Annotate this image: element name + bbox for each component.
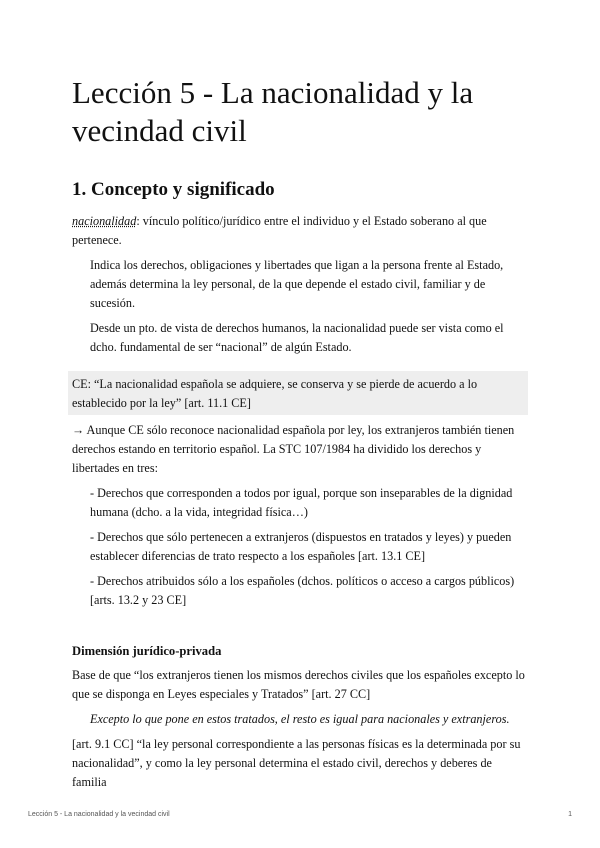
paragraph-treaties: Excepto lo que pone en estos tratados, el resto es igual para nacionales y extranjeros. (90, 712, 510, 726)
footer-title: Lección 5 - La nacionalidad y la vecindad civil (28, 811, 170, 818)
subsection-heading: Dimensión jurídico-privada (72, 644, 222, 658)
section-heading: 1. Concepto y significado (72, 179, 275, 200)
definition-paragraph (72, 212, 528, 250)
quote-text: CE: “La nacionalidad española se adquiere, se conserva y se pierde de acuerdo a lo establecido por la ley” [art. 11.1 CE] (72, 377, 478, 410)
paragraph-rights: Indica los derechos, obligaciones y libertades que ligan a la persona frente al Estado, además determina la ley personal, de la que depende el estado civil, familiar y de sucesión. (90, 258, 504, 310)
paragraph-foreigners: → Aunque CE sólo reconoce nacionalidad española por ley, los extranjeros también tienen derechos estando en territorio español. La STC 107/1984 ha dividido los derechos y libertades en tres: (72, 423, 515, 475)
constitution-quote (68, 371, 528, 415)
page-title: Lección 5 - La nacionalidad y la vecindad civil (72, 75, 474, 148)
page-number: 1 (568, 811, 572, 818)
definition-text: : vínculo político/jurídico entre el individuo y el Estado soberano al que pertenece. (72, 214, 487, 247)
list-item: - Derechos que corresponden a todos por igual, porque son inseparables de la dignidad humana (dcho. a la vida, integridad física…) (90, 486, 513, 519)
paragraph-art27: Base de que “los extranjeros tienen los mismos derechos civiles que los españoles excepto lo que se disponga en Leyes especiales y Tratados” [art. 27 CC] (72, 668, 525, 701)
term-nacionalidad: nacionalidad (72, 214, 137, 228)
page-footer (28, 811, 572, 818)
paragraph-human-rights: Desde un pto. de vista de derechos humanos, la nacionalidad puede ser vista como el dcho. fundamental de ser “nacional” de algún Estado. (90, 321, 504, 354)
paragraph-art9: [art. 9.1 CC] “la ley personal correspondiente a las personas físicas es la determinada por su nacionalidad”, y como la ley personal determina el estado civil, derechos y deberes de familia (72, 737, 521, 789)
list-item: - Derechos que sólo pertenecen a extranjeros (dispuestos en tratados y leyes) y pueden establecer diferencias de trato respecto a los españoles [art. 13.1 CE] (90, 530, 512, 563)
document-page (72, 74, 528, 792)
list-item: - Derechos atribuidos sólo a los españoles (dchos. políticos o acceso a cargos públicos) [arts. 13.2 y 23 CE] (90, 574, 515, 607)
